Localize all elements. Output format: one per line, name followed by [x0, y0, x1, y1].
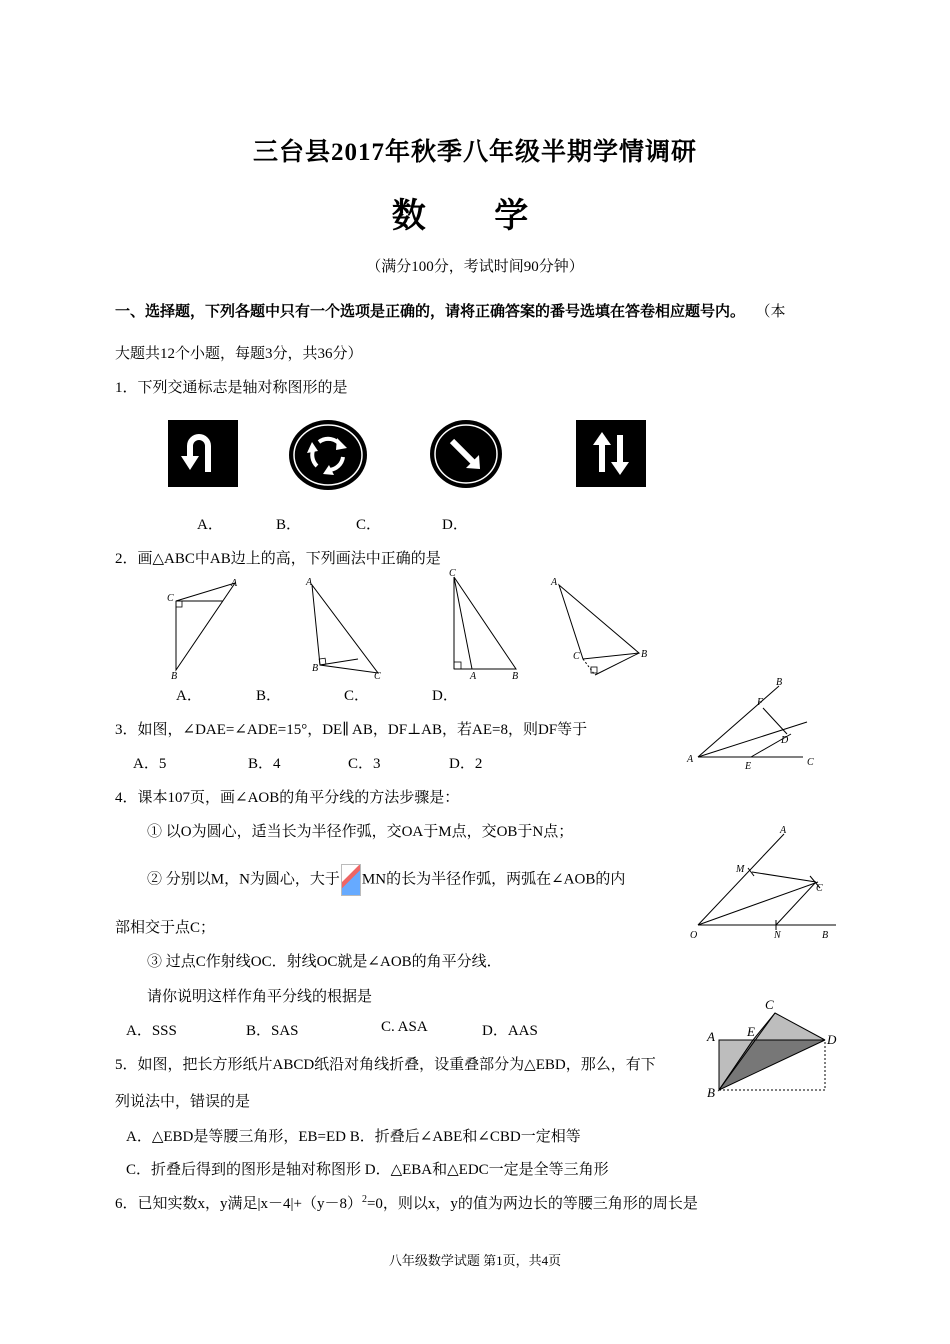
q2-figure-d [545, 575, 655, 685]
q2-option-a[interactable]: A． [176, 688, 202, 704]
section1-info-b: 大题共12个小题，每题3分，共36分） [115, 346, 363, 362]
section1-info-a: （本 [763, 304, 786, 320]
q4-step1: ① 以O为圆心，适当长为半径作弧，交OA于M点，交OB于N点； [147, 824, 574, 840]
q1-option-d[interactable]: D． [442, 517, 468, 533]
svg-text:A: A [707, 1029, 715, 1044]
q5-options-ab[interactable]: A．△EBD是等腰三角形，EB=ED B．折叠后∠ABE和∠CBD一定相等 [126, 1129, 581, 1145]
q4-option-a[interactable]: A．SSS [126, 1023, 177, 1039]
svg-text:C: C [449, 568, 456, 579]
q4-option-b[interactable]: B．SAS [246, 1023, 299, 1039]
svg-text:A: A [687, 754, 694, 765]
svg-text:E: E [745, 761, 752, 772]
svg-text:E: E [747, 1024, 755, 1039]
q6-stem-b: =0，则以x，y的值为两边长的等腰三角形的周长是 [366, 1196, 698, 1212]
svg-text:B: B [312, 663, 319, 674]
svg-text:C: C [765, 997, 774, 1012]
q4-step2-part-a: ② 分别以M，N为圆心，大于 [147, 871, 340, 888]
section1-heading-text: 一、选择题，下列各题中只有一个选项是正确的，请将正确答案的番号选填在答卷相应题号内。 [115, 304, 746, 320]
svg-text:C: C [816, 883, 823, 894]
q5-figure [703, 995, 848, 1105]
q2-figure-a [165, 575, 245, 685]
svg-text:B: B [707, 1085, 715, 1100]
q3-option-b[interactable]: B．4 [248, 756, 281, 772]
subject-title: 数 学 [391, 198, 559, 235]
q3-option-c[interactable]: C．3 [348, 756, 381, 772]
fraction-image-icon [341, 864, 361, 896]
q2-figure-c [440, 565, 530, 685]
q6-stem-a: 6．已知实数x，y满足|x－4|+（y－8） [115, 1196, 362, 1212]
q4-ask: 请你说明这样作角平分线的根据是 [147, 989, 373, 1005]
svg-text:B: B [822, 930, 829, 941]
svg-text:B: B [512, 671, 519, 682]
q1-option-c[interactable]: C． [356, 517, 382, 533]
page-title: 三台县2017年秋季八年级半期学情调研 [252, 139, 697, 166]
q6-stem [115, 1192, 698, 1213]
svg-text:A: A [306, 577, 313, 588]
svg-text:O: O [690, 930, 698, 941]
section1-heading [115, 300, 786, 321]
q1-option-a[interactable]: A． [197, 517, 223, 533]
q2-option-c[interactable]: C． [344, 688, 370, 704]
q2-figure-b [300, 575, 390, 685]
svg-text:A: A [470, 671, 477, 682]
svg-text:A: A [231, 578, 238, 589]
q3-figure [683, 672, 833, 772]
q1-option-b[interactable]: B． [276, 517, 302, 533]
svg-text:C: C [167, 593, 174, 604]
svg-text:N: N [774, 930, 781, 941]
svg-text:A: A [551, 577, 558, 588]
q4-figure [686, 820, 841, 945]
q6-superscript: 2 [361, 1194, 367, 1205]
svg-text:B: B [171, 671, 178, 682]
q4-step2-cont: 部相交于点C； [115, 920, 216, 936]
svg-text:B: B [776, 677, 783, 688]
q2-option-b[interactable]: B． [256, 688, 282, 704]
q3-stem: 3．如图，∠DAE=∠ADE=15°，DE∥ AB，DF⊥AB，若AE=8，则DF等于 [115, 722, 588, 738]
q5-options-cd[interactable]: C．折叠后得到的图形是轴对称图形 D．△EBA和△EDC一定是全等三角形 [126, 1162, 609, 1178]
svg-text:D: D [781, 735, 789, 746]
q5-stem-a: 5．如图，把长方形纸片ABCD纸沿对角线折叠，设重叠部分为△EBD，那么，有下 [115, 1057, 656, 1073]
q4-option-d[interactable]: D．AAS [482, 1023, 538, 1039]
exam-note: （满分100分，考试时间90分钟） [366, 259, 584, 275]
q4-option-c[interactable]: C. ASA [381, 1019, 428, 1035]
q3-option-a[interactable]: A．5 [133, 756, 167, 772]
svg-text:A: A [780, 825, 787, 836]
q4-step3: ③ 过点C作射线OC．射线OC就是∠AOB的角平分线． [147, 954, 502, 970]
svg-text:C: C [573, 651, 580, 662]
q5-stem-b: 列说法中，错误的是 [115, 1094, 251, 1110]
roundabout-sign-icon [289, 420, 367, 490]
diagonal-arrow-sign-icon [430, 420, 502, 488]
u-turn-sign-icon [168, 420, 238, 487]
q1-stem: 1．下列交通标志是轴对称图形的是 [115, 380, 348, 396]
svg-text:C: C [374, 671, 381, 682]
svg-text:C: C [807, 757, 814, 768]
q4-stem: 4．课本107页，画∠AOB的角平分线的方法步骤是： [115, 790, 460, 806]
q2-stem: 2．画△ABC中AB边上的高，下列画法中正确的是 [115, 551, 441, 567]
svg-text:B: B [641, 649, 648, 660]
q4-step2-part-b: MN的长为半径作弧，两弧在∠AOB的内 [361, 871, 626, 888]
q2-option-d[interactable]: D． [432, 688, 458, 704]
svg-text:D: D [827, 1032, 837, 1047]
q3-option-d[interactable]: D．2 [449, 756, 483, 772]
q4-step2-line [147, 864, 625, 896]
svg-text:F: F [757, 697, 764, 708]
svg-text:M: M [736, 864, 745, 875]
page-footer: 八年级数学试题 第1页，共4页 [388, 1253, 562, 1268]
two-way-sign-icon [576, 420, 646, 487]
